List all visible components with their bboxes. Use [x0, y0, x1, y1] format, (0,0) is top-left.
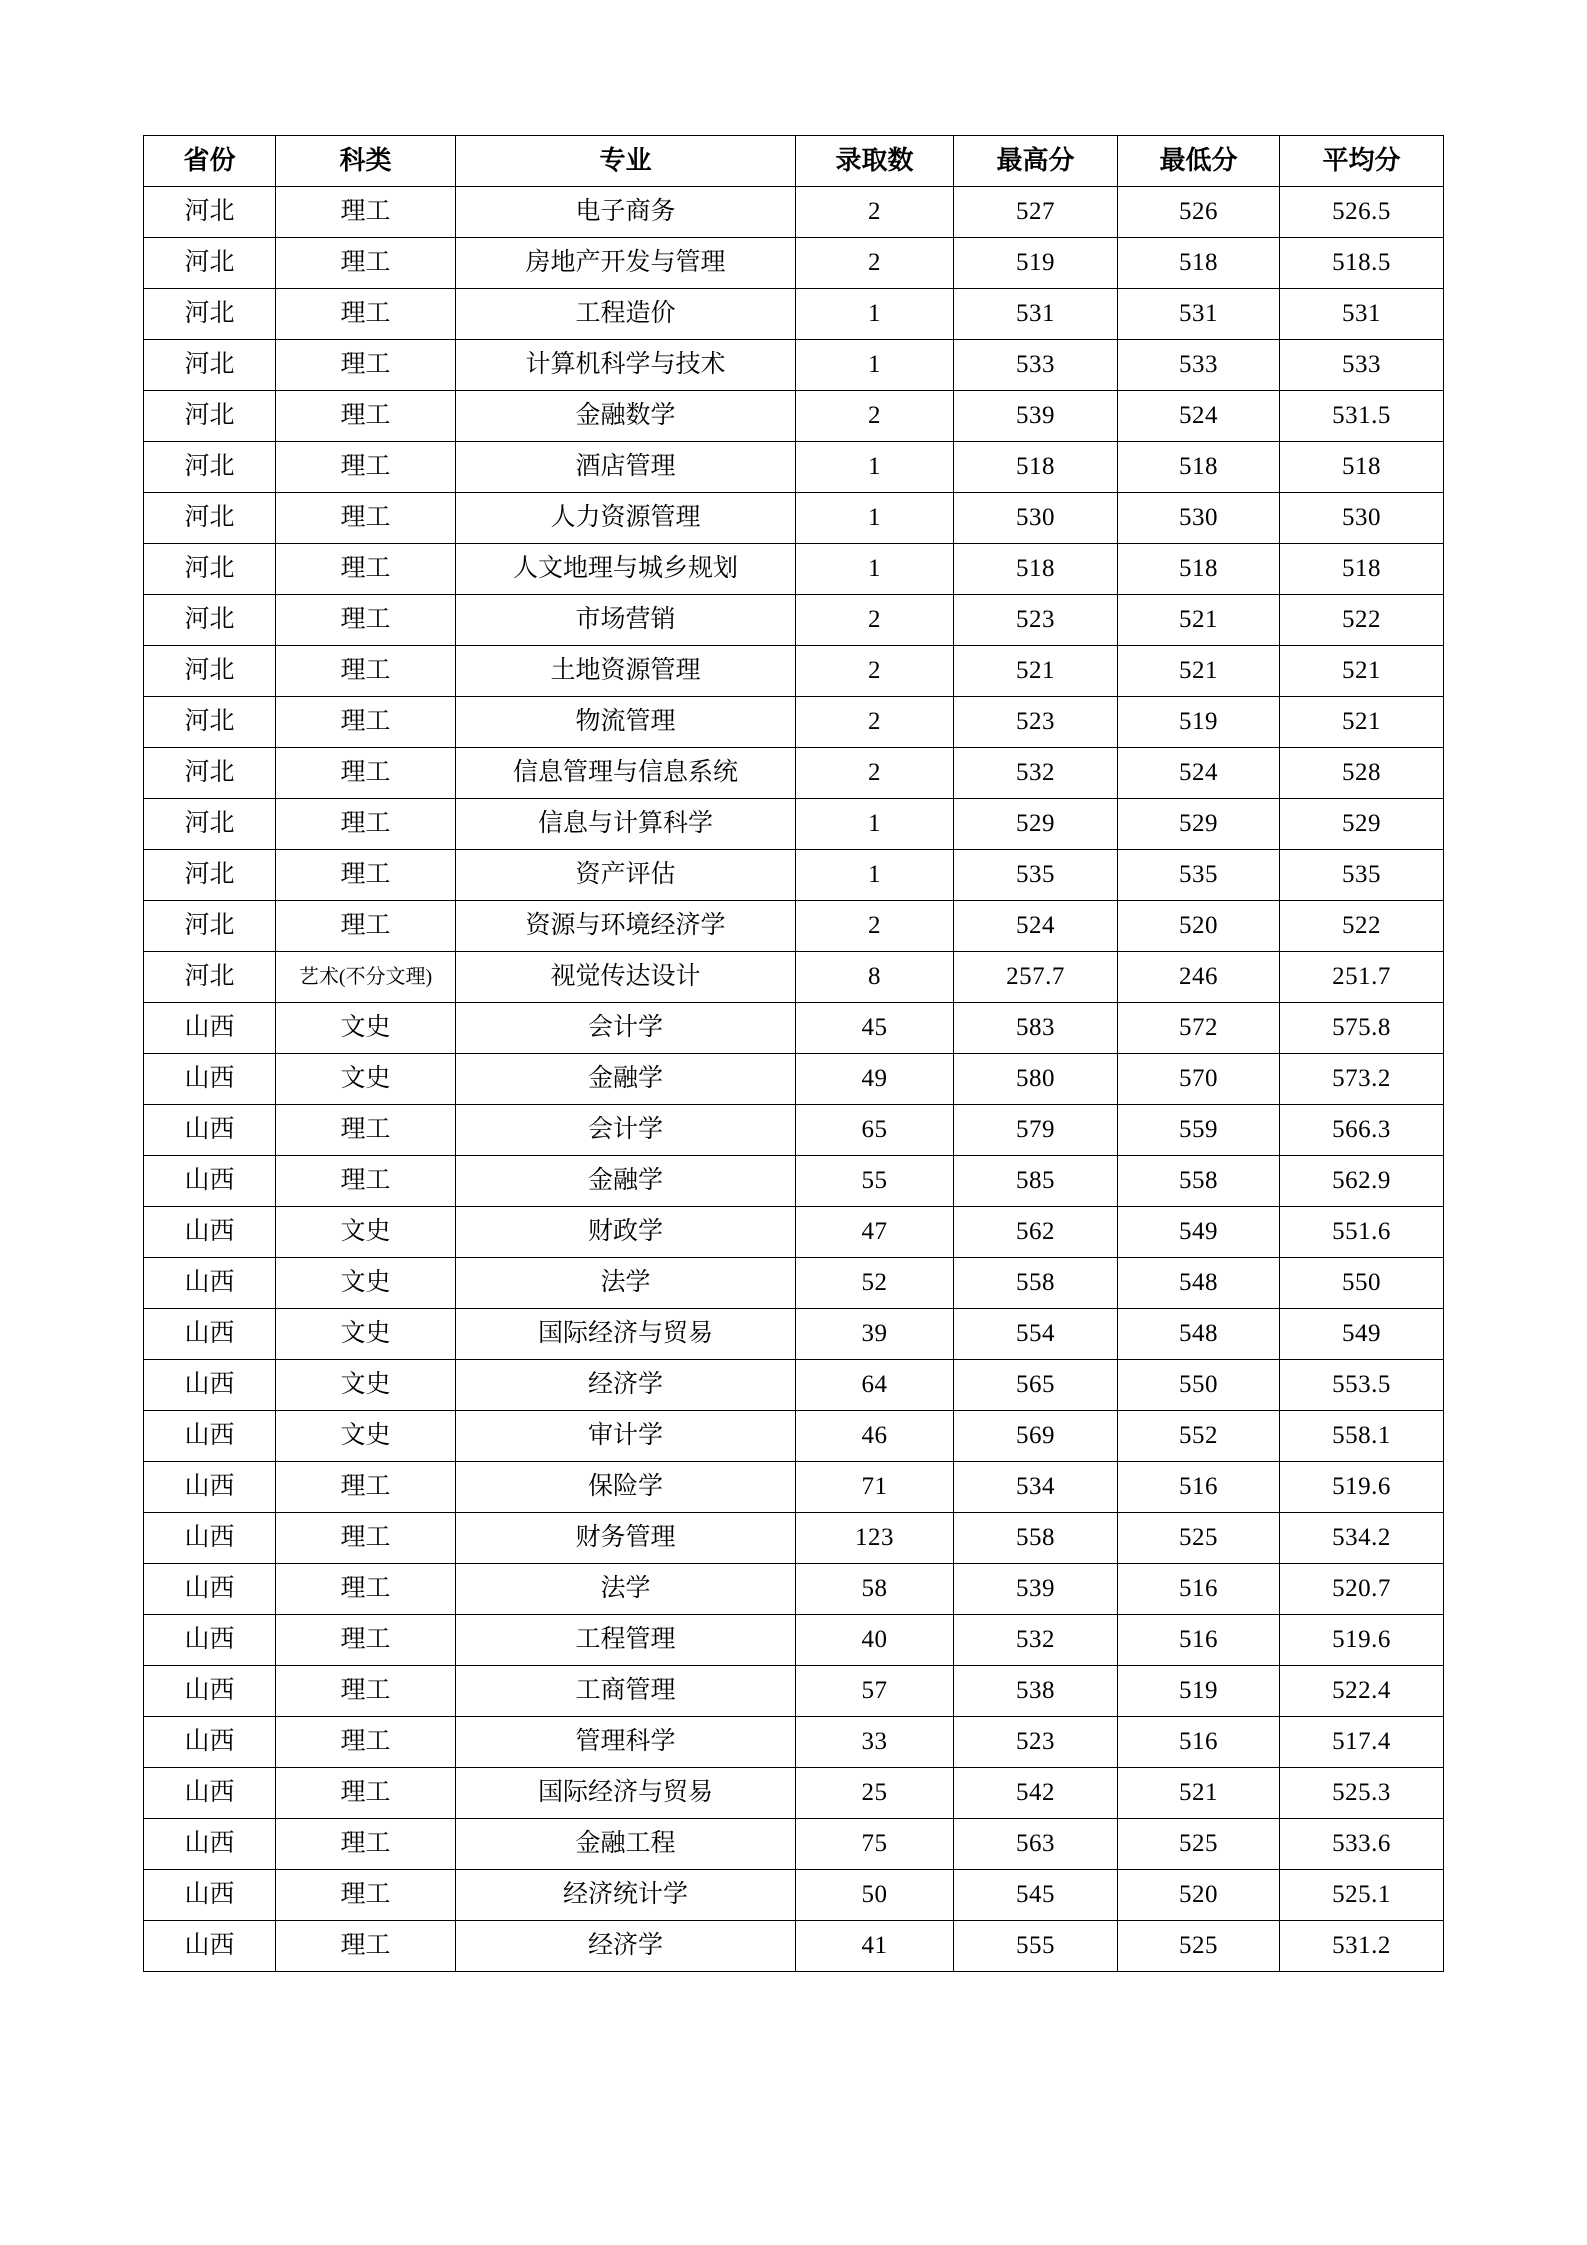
cell-major: 经济统计学	[456, 1870, 796, 1921]
cell-admitted-count: 2	[796, 391, 954, 442]
cell-lowest-score: 519	[1118, 697, 1280, 748]
cell-admitted-count: 47	[796, 1207, 954, 1258]
table-row	[144, 1054, 1444, 1105]
table-row	[144, 1105, 1444, 1156]
cell-major: 国际经济与贸易	[456, 1768, 796, 1819]
cell-highest-score: 531	[954, 289, 1118, 340]
table-row	[144, 952, 1444, 1003]
cell-highest-score: 523	[954, 697, 1118, 748]
cell-highest-score: 554	[954, 1309, 1118, 1360]
table-row	[144, 1513, 1444, 1564]
cell-major: 财务管理	[456, 1513, 796, 1564]
cell-lowest-score: 518	[1118, 544, 1280, 595]
cell-category: 文史	[276, 1360, 456, 1411]
cell-major: 信息管理与信息系统	[456, 748, 796, 799]
cell-average-score: 535	[1280, 850, 1444, 901]
cell-average-score: 529	[1280, 799, 1444, 850]
cell-lowest-score: 572	[1118, 1003, 1280, 1054]
cell-lowest-score: 518	[1118, 442, 1280, 493]
table-row	[144, 1309, 1444, 1360]
cell-category: 理工	[276, 1768, 456, 1819]
cell-highest-score: 579	[954, 1105, 1118, 1156]
cell-admitted-count: 2	[796, 697, 954, 748]
cell-province: 河北	[144, 340, 276, 391]
cell-average-score: 518.5	[1280, 238, 1444, 289]
cell-category: 理工	[276, 544, 456, 595]
cell-highest-score: 542	[954, 1768, 1118, 1819]
cell-admitted-count: 1	[796, 340, 954, 391]
cell-highest-score: 585	[954, 1156, 1118, 1207]
cell-province: 山西	[144, 1003, 276, 1054]
cell-category: 文史	[276, 1003, 456, 1054]
cell-highest-score: 523	[954, 595, 1118, 646]
cell-lowest-score: 246	[1118, 952, 1280, 1003]
cell-province: 山西	[144, 1462, 276, 1513]
cell-average-score: 517.4	[1280, 1717, 1444, 1768]
table-row	[144, 442, 1444, 493]
cell-lowest-score: 525	[1118, 1513, 1280, 1564]
cell-admitted-count: 2	[796, 646, 954, 697]
cell-major: 工商管理	[456, 1666, 796, 1717]
cell-province: 河北	[144, 952, 276, 1003]
cell-average-score: 558.1	[1280, 1411, 1444, 1462]
cell-highest-score: 524	[954, 901, 1118, 952]
cell-major: 法学	[456, 1258, 796, 1309]
cell-province: 山西	[144, 1360, 276, 1411]
table-header-row	[144, 136, 1444, 187]
column-header-province: 省份	[144, 136, 276, 187]
cell-lowest-score: 526	[1118, 187, 1280, 238]
table-row	[144, 799, 1444, 850]
table-row	[144, 1003, 1444, 1054]
cell-admitted-count: 65	[796, 1105, 954, 1156]
table-row	[144, 1819, 1444, 1870]
cell-category: 理工	[276, 646, 456, 697]
cell-highest-score: 583	[954, 1003, 1118, 1054]
cell-average-score: 522.4	[1280, 1666, 1444, 1717]
cell-category: 理工	[276, 595, 456, 646]
cell-category: 理工	[276, 697, 456, 748]
table-row	[144, 850, 1444, 901]
cell-lowest-score: 529	[1118, 799, 1280, 850]
table-row	[144, 595, 1444, 646]
cell-admitted-count: 71	[796, 1462, 954, 1513]
cell-category: 理工	[276, 391, 456, 442]
cell-major: 管理科学	[456, 1717, 796, 1768]
table-row	[144, 1717, 1444, 1768]
cell-province: 山西	[144, 1564, 276, 1615]
cell-province: 山西	[144, 1870, 276, 1921]
cell-province: 河北	[144, 697, 276, 748]
cell-average-score: 531	[1280, 289, 1444, 340]
cell-lowest-score: 524	[1118, 748, 1280, 799]
cell-highest-score: 563	[954, 1819, 1118, 1870]
cell-major: 财政学	[456, 1207, 796, 1258]
table-row	[144, 1564, 1444, 1615]
table-row	[144, 544, 1444, 595]
cell-lowest-score: 535	[1118, 850, 1280, 901]
cell-highest-score: 562	[954, 1207, 1118, 1258]
cell-category: 理工	[276, 289, 456, 340]
cell-major: 金融学	[456, 1156, 796, 1207]
table-header	[144, 136, 1444, 187]
cell-admitted-count: 40	[796, 1615, 954, 1666]
cell-category: 文史	[276, 1258, 456, 1309]
cell-major: 会计学	[456, 1003, 796, 1054]
cell-highest-score: 257.7	[954, 952, 1118, 1003]
cell-average-score: 526.5	[1280, 187, 1444, 238]
cell-major: 资源与环境经济学	[456, 901, 796, 952]
cell-category: 理工	[276, 1717, 456, 1768]
cell-province: 山西	[144, 1156, 276, 1207]
cell-major: 经济学	[456, 1921, 796, 1972]
cell-average-score: 550	[1280, 1258, 1444, 1309]
cell-major: 法学	[456, 1564, 796, 1615]
cell-highest-score: 523	[954, 1717, 1118, 1768]
cell-province: 山西	[144, 1717, 276, 1768]
cell-province: 山西	[144, 1666, 276, 1717]
cell-average-score: 553.5	[1280, 1360, 1444, 1411]
cell-lowest-score: 525	[1118, 1921, 1280, 1972]
cell-category: 理工	[276, 901, 456, 952]
cell-admitted-count: 2	[796, 187, 954, 238]
table-row	[144, 1666, 1444, 1717]
cell-category: 文史	[276, 1207, 456, 1258]
cell-lowest-score: 516	[1118, 1564, 1280, 1615]
cell-admitted-count: 2	[796, 595, 954, 646]
cell-admitted-count: 46	[796, 1411, 954, 1462]
admission-score-table	[143, 135, 1444, 1972]
cell-admitted-count: 57	[796, 1666, 954, 1717]
cell-lowest-score: 516	[1118, 1717, 1280, 1768]
cell-highest-score: 530	[954, 493, 1118, 544]
cell-lowest-score: 558	[1118, 1156, 1280, 1207]
column-header-category: 科类	[276, 136, 456, 187]
cell-category: 理工	[276, 748, 456, 799]
table-row	[144, 901, 1444, 952]
cell-average-score: 562.9	[1280, 1156, 1444, 1207]
cell-province: 河北	[144, 748, 276, 799]
cell-average-score: 575.8	[1280, 1003, 1444, 1054]
cell-category: 理工	[276, 1666, 456, 1717]
table-row	[144, 1921, 1444, 1972]
cell-category: 理工	[276, 850, 456, 901]
cell-average-score: 531.5	[1280, 391, 1444, 442]
cell-lowest-score: 552	[1118, 1411, 1280, 1462]
cell-province: 山西	[144, 1513, 276, 1564]
cell-lowest-score: 570	[1118, 1054, 1280, 1105]
cell-admitted-count: 52	[796, 1258, 954, 1309]
cell-admitted-count: 39	[796, 1309, 954, 1360]
cell-province: 河北	[144, 850, 276, 901]
cell-average-score: 534.2	[1280, 1513, 1444, 1564]
cell-province: 山西	[144, 1768, 276, 1819]
cell-lowest-score: 520	[1118, 901, 1280, 952]
cell-province: 山西	[144, 1258, 276, 1309]
cell-average-score: 518	[1280, 442, 1444, 493]
cell-category: 理工	[276, 493, 456, 544]
cell-major: 会计学	[456, 1105, 796, 1156]
cell-average-score: 533	[1280, 340, 1444, 391]
cell-highest-score: 534	[954, 1462, 1118, 1513]
table-row	[144, 748, 1444, 799]
cell-highest-score: 533	[954, 340, 1118, 391]
cell-lowest-score: 548	[1118, 1258, 1280, 1309]
cell-lowest-score: 548	[1118, 1309, 1280, 1360]
table-row	[144, 1258, 1444, 1309]
cell-admitted-count: 123	[796, 1513, 954, 1564]
cell-major: 金融数学	[456, 391, 796, 442]
cell-highest-score: 555	[954, 1921, 1118, 1972]
cell-admitted-count: 2	[796, 748, 954, 799]
cell-average-score: 521	[1280, 646, 1444, 697]
cell-major: 国际经济与贸易	[456, 1309, 796, 1360]
cell-major: 土地资源管理	[456, 646, 796, 697]
cell-admitted-count: 64	[796, 1360, 954, 1411]
cell-major: 资产评估	[456, 850, 796, 901]
cell-province: 河北	[144, 799, 276, 850]
cell-average-score: 525.1	[1280, 1870, 1444, 1921]
cell-highest-score: 535	[954, 850, 1118, 901]
cell-major: 审计学	[456, 1411, 796, 1462]
cell-major: 物流管理	[456, 697, 796, 748]
admission-score-table-container	[143, 135, 1443, 1972]
cell-lowest-score: 559	[1118, 1105, 1280, 1156]
cell-lowest-score: 531	[1118, 289, 1280, 340]
cell-province: 山西	[144, 1054, 276, 1105]
cell-admitted-count: 2	[796, 238, 954, 289]
cell-major: 工程造价	[456, 289, 796, 340]
cell-admitted-count: 58	[796, 1564, 954, 1615]
cell-province: 河北	[144, 493, 276, 544]
cell-lowest-score: 549	[1118, 1207, 1280, 1258]
cell-highest-score: 580	[954, 1054, 1118, 1105]
cell-admitted-count: 41	[796, 1921, 954, 1972]
table-row	[144, 1768, 1444, 1819]
cell-category: 理工	[276, 187, 456, 238]
table-row	[144, 1615, 1444, 1666]
cell-lowest-score: 525	[1118, 1819, 1280, 1870]
cell-lowest-score: 516	[1118, 1462, 1280, 1513]
cell-major: 经济学	[456, 1360, 796, 1411]
table-row	[144, 391, 1444, 442]
cell-admitted-count: 49	[796, 1054, 954, 1105]
column-header-lowest-score: 最低分	[1118, 136, 1280, 187]
cell-average-score: 549	[1280, 1309, 1444, 1360]
cell-major: 视觉传达设计	[456, 952, 796, 1003]
cell-province: 河北	[144, 595, 276, 646]
cell-average-score: 528	[1280, 748, 1444, 799]
cell-category: 理工	[276, 1819, 456, 1870]
cell-highest-score: 545	[954, 1870, 1118, 1921]
cell-major: 金融学	[456, 1054, 796, 1105]
cell-lowest-score: 521	[1118, 646, 1280, 697]
cell-highest-score: 558	[954, 1513, 1118, 1564]
cell-average-score: 521	[1280, 697, 1444, 748]
cell-major: 市场营销	[456, 595, 796, 646]
cell-highest-score: 539	[954, 1564, 1118, 1615]
cell-province: 河北	[144, 442, 276, 493]
cell-category: 理工	[276, 1870, 456, 1921]
cell-province: 河北	[144, 646, 276, 697]
cell-average-score: 251.7	[1280, 952, 1444, 1003]
cell-province: 河北	[144, 289, 276, 340]
table-row	[144, 646, 1444, 697]
cell-category: 理工	[276, 1921, 456, 1972]
cell-admitted-count: 45	[796, 1003, 954, 1054]
cell-lowest-score: 521	[1118, 1768, 1280, 1819]
cell-province: 河北	[144, 391, 276, 442]
cell-lowest-score: 550	[1118, 1360, 1280, 1411]
cell-highest-score: 565	[954, 1360, 1118, 1411]
cell-lowest-score: 521	[1118, 595, 1280, 646]
cell-province: 河北	[144, 901, 276, 952]
cell-admitted-count: 33	[796, 1717, 954, 1768]
cell-major: 电子商务	[456, 187, 796, 238]
cell-major: 酒店管理	[456, 442, 796, 493]
column-header-admitted-count: 录取数	[796, 136, 954, 187]
cell-major: 房地产开发与管理	[456, 238, 796, 289]
cell-lowest-score: 524	[1118, 391, 1280, 442]
cell-major: 人力资源管理	[456, 493, 796, 544]
cell-province: 山西	[144, 1819, 276, 1870]
cell-category: 理工	[276, 1513, 456, 1564]
cell-major: 计算机科学与技术	[456, 340, 796, 391]
cell-highest-score: 532	[954, 748, 1118, 799]
cell-category: 文史	[276, 1411, 456, 1462]
cell-province: 山西	[144, 1309, 276, 1360]
cell-admitted-count: 8	[796, 952, 954, 1003]
table-body	[144, 187, 1444, 1972]
cell-highest-score: 532	[954, 1615, 1118, 1666]
cell-category: 理工	[276, 1564, 456, 1615]
cell-admitted-count: 1	[796, 544, 954, 595]
table-row	[144, 493, 1444, 544]
cell-admitted-count: 55	[796, 1156, 954, 1207]
cell-province: 山西	[144, 1921, 276, 1972]
cell-province: 河北	[144, 238, 276, 289]
table-row	[144, 187, 1444, 238]
column-header-major: 专业	[456, 136, 796, 187]
cell-category: 文史	[276, 1054, 456, 1105]
cell-average-score: 525.3	[1280, 1768, 1444, 1819]
cell-category: 理工	[276, 799, 456, 850]
cell-province: 山西	[144, 1207, 276, 1258]
cell-category: 理工	[276, 1615, 456, 1666]
column-header-highest-score: 最高分	[954, 136, 1118, 187]
table-row	[144, 1462, 1444, 1513]
table-row	[144, 340, 1444, 391]
table-row	[144, 697, 1444, 748]
cell-admitted-count: 1	[796, 493, 954, 544]
cell-highest-score: 569	[954, 1411, 1118, 1462]
cell-average-score: 519.6	[1280, 1615, 1444, 1666]
cell-province: 山西	[144, 1411, 276, 1462]
cell-highest-score: 521	[954, 646, 1118, 697]
cell-province: 河北	[144, 544, 276, 595]
cell-category: 理工	[276, 442, 456, 493]
cell-highest-score: 518	[954, 442, 1118, 493]
table-row	[144, 1207, 1444, 1258]
cell-major: 金融工程	[456, 1819, 796, 1870]
cell-highest-score: 539	[954, 391, 1118, 442]
table-row	[144, 238, 1444, 289]
cell-province: 山西	[144, 1105, 276, 1156]
table-row	[144, 1870, 1444, 1921]
table-row	[144, 1360, 1444, 1411]
cell-average-score: 520.7	[1280, 1564, 1444, 1615]
cell-lowest-score: 533	[1118, 340, 1280, 391]
cell-highest-score: 558	[954, 1258, 1118, 1309]
cell-highest-score: 527	[954, 187, 1118, 238]
cell-category: 理工	[276, 1156, 456, 1207]
cell-province: 山西	[144, 1615, 276, 1666]
cell-category: 理工	[276, 1462, 456, 1513]
cell-category: 艺术(不分文理)	[276, 952, 456, 1003]
cell-major: 人文地理与城乡规划	[456, 544, 796, 595]
cell-average-score: 518	[1280, 544, 1444, 595]
cell-highest-score: 519	[954, 238, 1118, 289]
cell-average-score: 522	[1280, 901, 1444, 952]
table-row	[144, 1411, 1444, 1462]
cell-highest-score: 529	[954, 799, 1118, 850]
cell-category: 理工	[276, 238, 456, 289]
cell-lowest-score: 516	[1118, 1615, 1280, 1666]
cell-highest-score: 538	[954, 1666, 1118, 1717]
cell-average-score: 519.6	[1280, 1462, 1444, 1513]
cell-admitted-count: 1	[796, 850, 954, 901]
cell-lowest-score: 519	[1118, 1666, 1280, 1717]
cell-admitted-count: 1	[796, 442, 954, 493]
cell-admitted-count: 50	[796, 1870, 954, 1921]
cell-category: 理工	[276, 340, 456, 391]
cell-admitted-count: 2	[796, 901, 954, 952]
cell-major: 工程管理	[456, 1615, 796, 1666]
cell-average-score: 566.3	[1280, 1105, 1444, 1156]
cell-average-score: 573.2	[1280, 1054, 1444, 1105]
table-row	[144, 289, 1444, 340]
cell-lowest-score: 518	[1118, 238, 1280, 289]
cell-highest-score: 518	[954, 544, 1118, 595]
column-header-average-score: 平均分	[1280, 136, 1444, 187]
cell-major: 信息与计算科学	[456, 799, 796, 850]
cell-admitted-count: 1	[796, 799, 954, 850]
cell-average-score: 533.6	[1280, 1819, 1444, 1870]
cell-average-score: 530	[1280, 493, 1444, 544]
cell-admitted-count: 1	[796, 289, 954, 340]
cell-lowest-score: 530	[1118, 493, 1280, 544]
cell-admitted-count: 75	[796, 1819, 954, 1870]
cell-category: 理工	[276, 1105, 456, 1156]
cell-average-score: 531.2	[1280, 1921, 1444, 1972]
cell-admitted-count: 25	[796, 1768, 954, 1819]
cell-average-score: 522	[1280, 595, 1444, 646]
cell-province: 河北	[144, 187, 276, 238]
cell-category: 文史	[276, 1309, 456, 1360]
cell-major: 保险学	[456, 1462, 796, 1513]
cell-average-score: 551.6	[1280, 1207, 1444, 1258]
table-row	[144, 1156, 1444, 1207]
cell-lowest-score: 520	[1118, 1870, 1280, 1921]
